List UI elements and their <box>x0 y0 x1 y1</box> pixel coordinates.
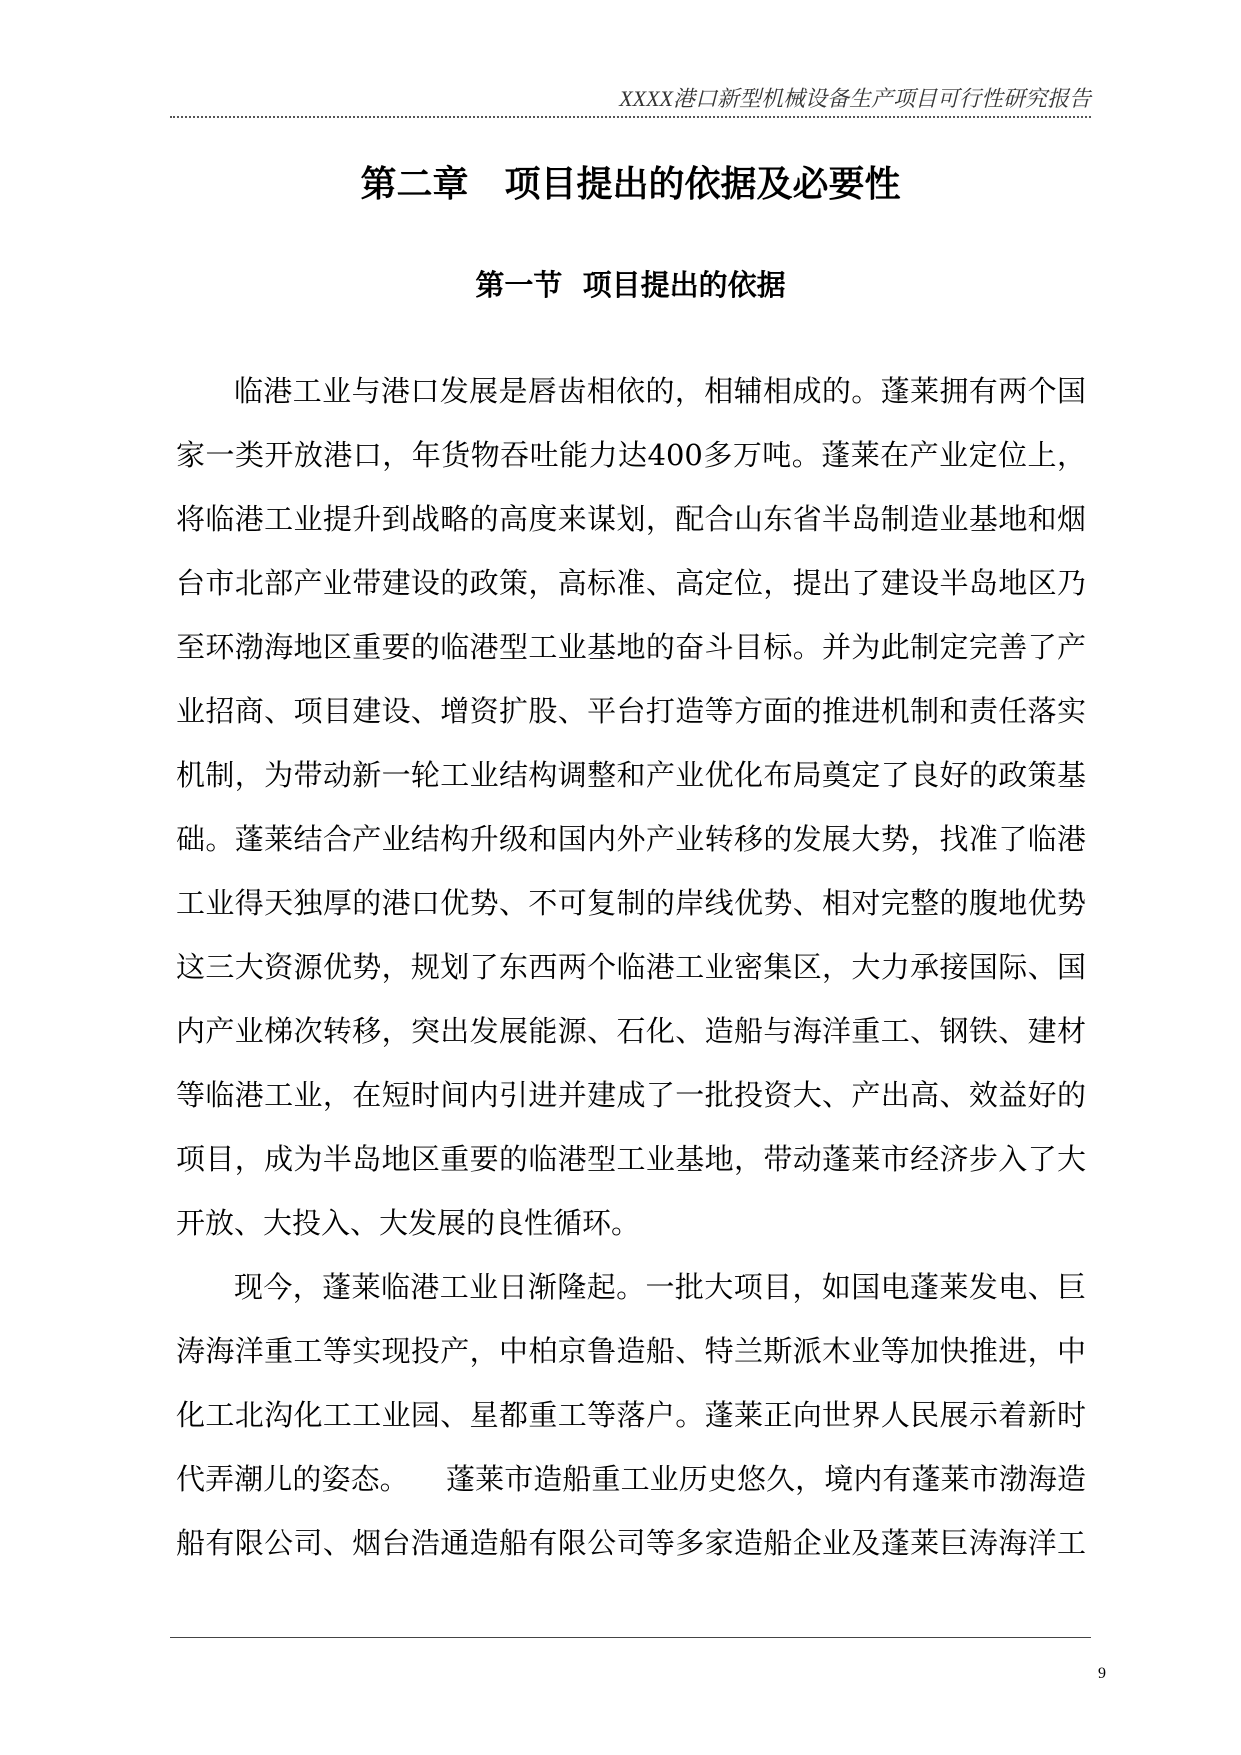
header-divider <box>170 116 1091 118</box>
paragraph-line: 现今，蓬莱临港工业日渐隆起。一批大项目，如国电蓬莱发电、巨 <box>234 1270 1086 1304</box>
paragraph-line: 至环渤海地区重要的临港型工业基地的奋斗目标。并为此制定完善了产 <box>176 630 1086 664</box>
paragraph-line: 机制，为带动新一轮工业结构调整和产业优化布局奠定了良好的政策基 <box>176 758 1086 792</box>
body-text <box>176 359 1086 1575</box>
paragraph-line: 临港工业与港口发展是唇齿相依的，相辅相成的。蓬莱拥有两个国 <box>234 374 1086 408</box>
paragraph-line: 工业得天独厚的港口优势、不可复制的岸线优势、相对完整的腹地优势 <box>176 886 1086 920</box>
paragraph-line: 业招商、项目建设、增资扩股、平台打造等方面的推进机制和责任落实 <box>176 694 1086 728</box>
paragraph-line: 家一类开放港口，年货物吞吐能力达400多万吨。蓬莱在产业定位上， <box>176 438 1086 472</box>
paragraph-line: 项目，成为半岛地区重要的临港型工业基地，带动蓬莱市经济步入了大 <box>176 1142 1086 1176</box>
section-title: 第一节 项目提出的依据 <box>475 268 786 302</box>
paragraph-line: 代弄潮儿的姿态。 蓬莱市造船重工业历史悠久，境内有蓬莱市渤海造 <box>176 1462 1086 1496</box>
paragraph-line: 开放、大投入、大发展的良性循环。 <box>176 1206 641 1240</box>
paragraph-line: 船有限公司、烟台浩通造船有限公司等多家造船企业及蓬莱巨涛海洋工 <box>176 1526 1086 1560</box>
paragraph-line: 台市北部产业带建设的政策，高标准、高定位，提出了建设半岛地区乃 <box>176 566 1086 600</box>
paragraph-line: 等临港工业，在短时间内引进并建成了一批投资大、产出高、效益好的 <box>176 1078 1086 1112</box>
paragraph-line: 化工北沟化工工业园、星都重工等落户。蓬莱正向世界人民展示着新时 <box>176 1398 1086 1432</box>
chapter-title: 第二章 项目提出的依据及必要性 <box>360 164 901 205</box>
running-header-title: XXXX港口新型机械设备生产项目可行性研究报告 <box>619 86 1091 111</box>
paragraph-line: 涛海洋重工等实现投产，中柏京鲁造船、特兰斯派木业等加快推进，中 <box>176 1334 1086 1368</box>
page-number: 9 <box>1098 1665 1106 1682</box>
footer-divider <box>170 1637 1091 1638</box>
paragraph-line: 将临港工业提升到战略的高度来谋划，配合山东省半岛制造业基地和烟 <box>176 502 1086 536</box>
paragraph-line: 内产业梯次转移，突出发展能源、石化、造船与海洋重工、钢铁、建材 <box>176 1014 1086 1048</box>
paragraph-line: 础。蓬莱结合产业结构升级和国内外产业转移的发展大势，找准了临港 <box>176 822 1086 856</box>
paragraph-line: 这三大资源优势，规划了东西两个临港工业密集区，大力承接国际、国 <box>176 950 1086 984</box>
